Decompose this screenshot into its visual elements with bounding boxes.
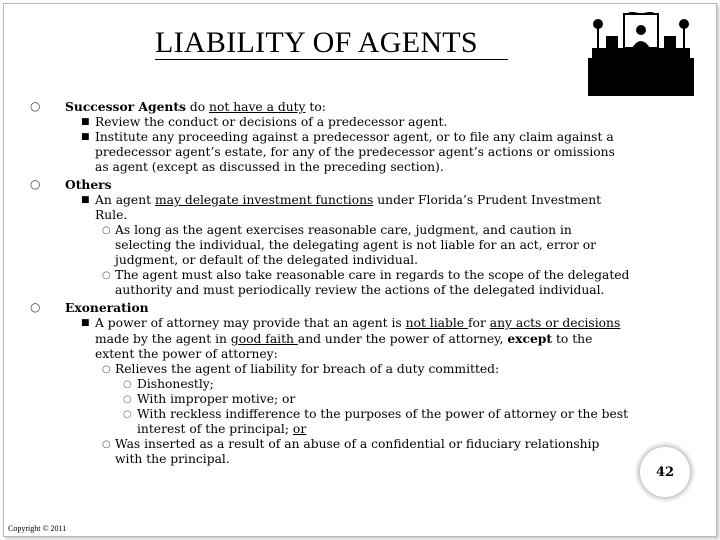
- list-item: ○ As long as the agent exercises reasonable care, judgment, and caution in selecting the individual, the delegating agent is not liable for an act, error or judgment, or default of the delegated individual.: [102, 223, 597, 267]
- page-number-badge: 42: [640, 447, 690, 497]
- square-bullet-icon: ■: [81, 318, 90, 328]
- copyright-notice: Copyright © 2011: [8, 524, 67, 533]
- hollow-circle-bullet-icon: ○: [123, 394, 132, 405]
- bullet-exoneration: ○ Exoneration: [30, 300, 149, 315]
- list-item: ■ An agent may delegate investment functions under Florida’s Prudent Investment Rule.: [81, 193, 602, 222]
- list-item: ■ Institute any proceeding against a predecessor agent, or to file any claim against a predecessor agent’s estate, for any of the predecessor agent’s actions or omissions as agent (except as discussed in the preceding section).: [81, 130, 615, 174]
- hollow-circle-bullet-icon: ○: [102, 364, 111, 375]
- slide-body: [30, 97, 630, 467]
- hollow-circle-bullet-icon: ○: [123, 379, 132, 390]
- square-bullet-icon: ■: [81, 195, 90, 205]
- list-item: ○ The agent must also take reasonable care in regards to the scope of the delegated authority and must periodically review the actions of the delegated individual.: [102, 268, 630, 297]
- list-item: ○ Dishonestly;: [123, 377, 214, 391]
- hollow-circle-bullet-icon: ○: [102, 439, 111, 450]
- list-item: ■ A power of attorney may provide that an agent is not liable for any acts or decisions made by the agent in good faith and under the power of attorney, except to the extent the power of attorney:: [81, 316, 621, 361]
- hollow-circle-bullet-icon: ○: [30, 99, 41, 113]
- slide-title: LIABILITY OF AGENTS: [155, 26, 478, 59]
- square-bullet-icon: ■: [81, 132, 90, 142]
- list-item: ○ Relieves the agent of liability for breach of a duty committed:: [102, 362, 500, 376]
- list-item: ■ Review the conduct or decisions of a predecessor agent.: [81, 115, 448, 129]
- bullet-successor-agents: ○ Successor Agents do not have a duty to:: [30, 99, 326, 114]
- hollow-circle-bullet-icon: ○: [30, 300, 41, 314]
- square-bullet-icon: ■: [81, 117, 90, 127]
- title-underline: [155, 59, 508, 60]
- bullet-others: ○ Others: [30, 177, 112, 192]
- list-item: ○ With reckless indifference to the purposes of the power of attorney or the best interest of the principal; or: [123, 407, 629, 436]
- list-item: ○ Was inserted as a result of an abuse of a confidential or fiduciary relationship with the principal.: [102, 437, 600, 466]
- courthouse-judge-icon: [588, 12, 694, 96]
- hollow-circle-bullet-icon: ○: [102, 270, 111, 281]
- hollow-circle-bullet-icon: ○: [30, 177, 41, 191]
- list-item: ○ With improper motive; or: [123, 392, 296, 406]
- hollow-circle-bullet-icon: ○: [102, 225, 111, 236]
- hollow-circle-bullet-icon: ○: [123, 409, 132, 420]
